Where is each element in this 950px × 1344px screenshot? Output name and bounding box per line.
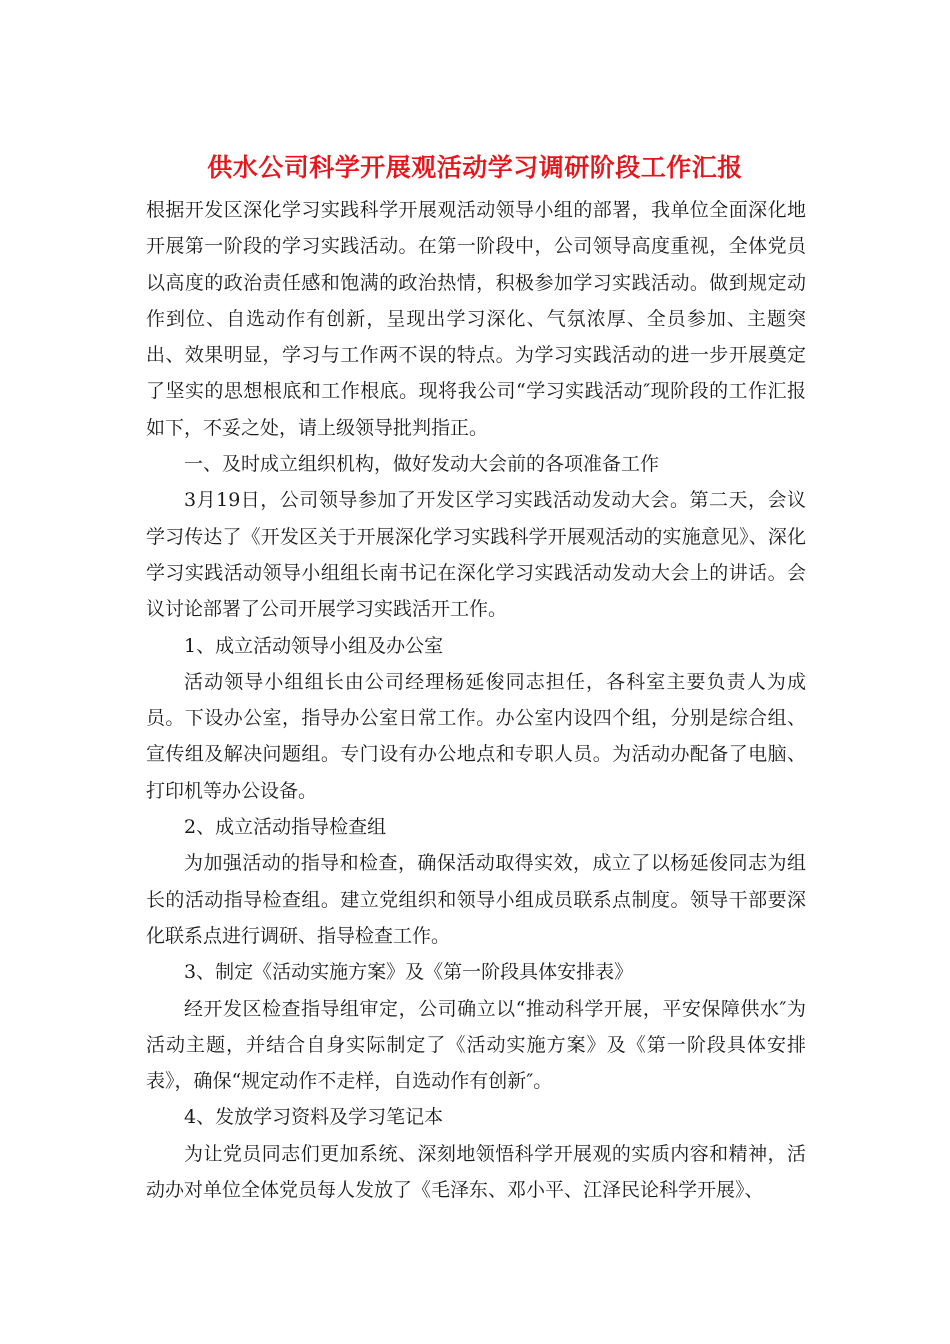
paragraph-intro: 根据开发区深化学习实践科学开展观活动领导小组的部署，我单位全面深化地开展第一阶段的学习实践活动。在第一阶段中，公司领导高度重视，全体党员以高度的政治责任感和饱满的政治热情，积极参加学习实践活动。做到规定动作到位、自选动作有创新，呈现出学习深化、气氛浓厚、全员参加、主题突出、效果明显，学习与工作两不误的特点。为学习实践活动的进一步开展奠定了坚实的思想根底和工作根底。现将我公司“学习实践活动″现阶段的工作汇报如下，不妥之处，请上级领导批判指正。 [146,199,806,439]
paragraph: 为加强活动的指导和检查，确保活动取得实效，成立了以杨延俊同志为组长的活动指导检查组。建立党组织和领导小组成员联系点制度。领导干部要深化联系点进行调研、指导检查工作。 [146,852,806,947]
subsection-heading: 4、发放学习资料及学习笔记本 [184,1106,444,1129]
subsection-heading: 1、成立活动领导小组及办公室 [184,634,444,657]
document-title: 供水公司科学开展观活动学习调研阶段工作汇报 [207,153,743,182]
paragraph: 活动领导小组组长由公司经理杨延俊同志担任，各科室主要负责人为成员。下设办公室，指导办公室日常工作。办公室内设四个组，分别是综合组、宣传组及解决问题组。专门设有办公地点和专职人员。为活动办配备了电脑、打印机等办公设备。 [146,670,806,802]
paragraph: 经开发区检查指导组审定，公司确立以“推动科学开展，平安保障供水″为活动主题，并结合自身实际制定了《活动实施方案》及《第一阶段具体安排表》，确保“规定动作不走样，自选动作有创新″。 [146,997,806,1093]
paragraph: 3月19日，公司领导参加了开发区学习实践活动发动大会。第二天，会议学习传达了《开发区关于开展深化学习实践科学开展观活动的实施意见》、深化学习实践活动领导小组组长南书记在深化学习实践活动发动大会上的讲话。会议讨论部署了公司开展学习实践活开工作。 [146,489,806,621]
subsection-heading: 3、制定《活动实施方案》及《第一阶段具体安排表》 [184,961,634,984]
paragraph: 为让党员同志们更加系统、深刻地领悟科学开展观的实质内容和精神，活动办对单位全体党员每人发放了《毛泽东、邓小平、江泽民论科学开展》、 [146,1142,806,1202]
document-body [146,192,806,1208]
subsection-heading: 2、成立活动指导检查组 [184,816,387,839]
section-heading-1: 一、及时成立组织机构，做好发动大会前的各项准备工作 [184,453,660,476]
